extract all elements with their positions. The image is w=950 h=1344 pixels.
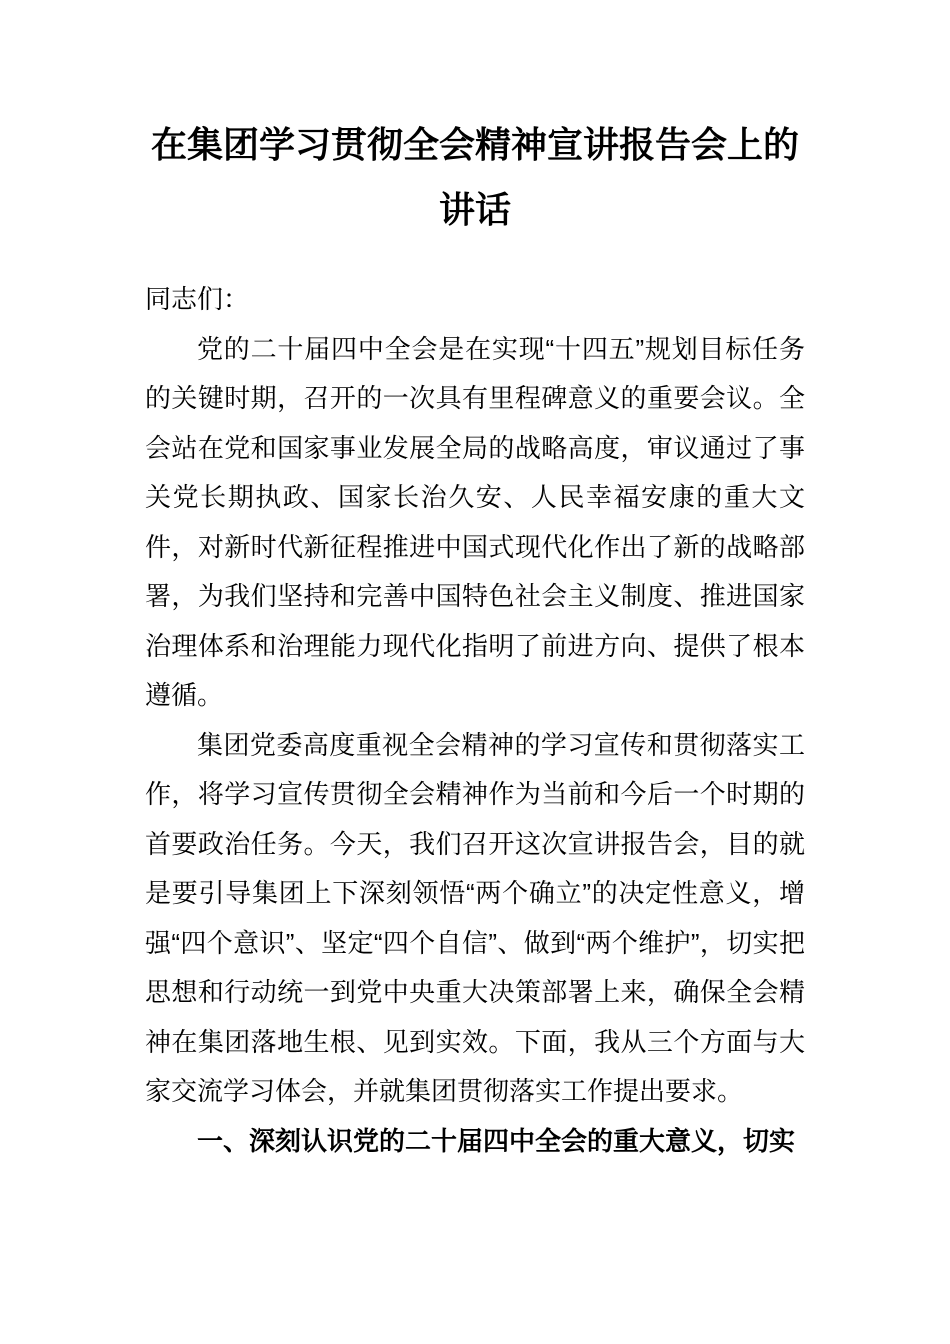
paragraph: 集团党委高度重视全会精神的学习宣传和贯彻落实工作，将学习宣传贯彻全会精神作为当前和今后一个时期的首要政治任务。今天，我们召开这次宣讲报告会，目的就是要引导集团上下深刻领悟“两个确立”的决定性意义，增强“四个意识”、坚定“四个自信”、做到“两个维护”，切实把思想和行动统一到党中央重大决策部署上来，确保全会精神在集团落地生根、见到实效。下面，我从三个方面与大家交流学习体会，并就集团贯彻落实工作提出要求。 (145, 729, 805, 1106)
salutation: 同志们： (145, 284, 250, 314)
paragraph: 党的二十届四中全会是在实现“十四五”规划目标任务的关键时期，召开的一次具有里程碑意义的重要会议。全会站在党和国家事业发展全局的战略高度，审议通过了事关党长期执政、国家长治久安、人民幸福安康的重大文件，对新时代新征程推进中国式现代化作出了新的战略部署，为我们坚持和完善中国特色社会主义制度、推进国家治理体系和治理能力现代化指明了前进方向、提供了根本遵循。 (145, 333, 805, 710)
document-title: 在集团学习贯彻全会精神宣讲报告会上的讲话 (150, 124, 799, 230)
section-heading: 一、深刻认识党的二十届四中全会的重大意义，切实 (197, 1125, 796, 1156)
